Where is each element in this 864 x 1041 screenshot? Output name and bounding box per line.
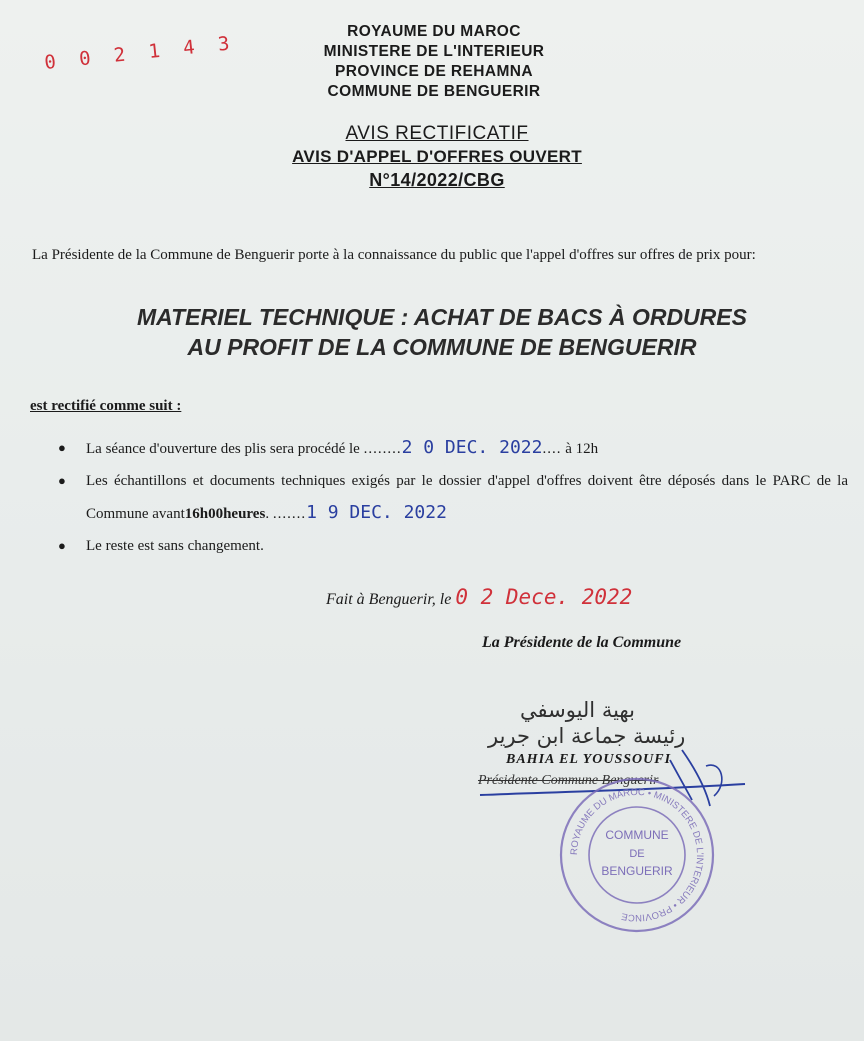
- official-seal: [556, 775, 718, 935]
- handwritten-closing-date: 0 2 Dece. 2022: [455, 585, 633, 609]
- list-item: ● La séance d'ouverture des plis sera procédé le ........2 0 DEC. 2022.... à 12h: [58, 432, 848, 465]
- reference-number-stamp: 0 0 2 1 4 3: [43, 32, 237, 74]
- title-block: [0, 122, 864, 192]
- seal-center-line-3: BENGUERIR: [601, 864, 673, 878]
- intro-paragraph: La Présidente de la Commune de Benguerir porte à la connaissance du public que l'appel d'offres sur offres de prix pour:: [32, 247, 756, 263]
- signature-arabic-role: رئيسة جماعة ابن جرير: [488, 724, 686, 748]
- letterhead: [0, 22, 864, 102]
- signatory-title: La Présidente de la Commune: [482, 634, 682, 651]
- letterhead-province: PROVINCE DE REHAMNA: [335, 63, 533, 80]
- signature-arabic-name: بهية اليوسفي: [520, 698, 635, 722]
- handwritten-deposit-date: 1 9 DEC. 2022: [306, 502, 447, 523]
- tender-subject: [0, 302, 864, 362]
- list-item: ● Les échantillons et documents techniques exigés par le dossier d'appel d'offres doivent être déposés dans le PARC de la Commune avant16h00heures. .......1 9 DEC. 2022: [58, 465, 848, 530]
- letterhead-kingdom: ROYAUME DU MAROC: [347, 23, 521, 40]
- list-item: ● Le reste est sans changement.: [58, 530, 848, 562]
- bullet-icon: ●: [58, 440, 66, 455]
- signature-role: Présidente Commune Benguerir: [478, 773, 659, 788]
- seal-ring-text: ROYAUME DU MAROC • MINISTERE DE L'INTERIEUR • PROVINCE: [568, 786, 706, 924]
- letterhead-commune: COMMUNE DE BENGUERIR: [327, 83, 541, 100]
- notice-title: AVIS RECTIFICATIF: [345, 123, 529, 144]
- rectified-label: est rectifié comme suit :: [30, 398, 182, 414]
- subject-line-2: AU PROFIT DE LA COMMUNE DE BENGUERIR: [187, 334, 697, 360]
- bullet-icon: ●: [58, 473, 66, 488]
- letterhead-ministry: MINISTERE DE L'INTERIEUR: [323, 43, 545, 60]
- seal-center-line-1: COMMUNE: [605, 828, 669, 842]
- closing-place: Fait à Benguerir, le 0 2 Dece. 2022: [326, 585, 633, 609]
- signature-name: BAHIA EL YOUSSOUFI: [506, 752, 672, 767]
- seal-center-line-2: DE: [629, 848, 645, 860]
- handwritten-opening-date: 2 0 DEC. 2022: [401, 437, 543, 458]
- tender-title: AVIS D'APPEL D'OFFRES OUVERT: [292, 147, 582, 166]
- tender-number: N°14/2022/CBG: [369, 170, 505, 190]
- rectification-list: [58, 432, 848, 562]
- bullet-icon: ●: [58, 538, 66, 553]
- subject-line-1: MATERIEL TECHNIQUE : ACHAT DE BACS À ORDURES: [137, 304, 747, 330]
